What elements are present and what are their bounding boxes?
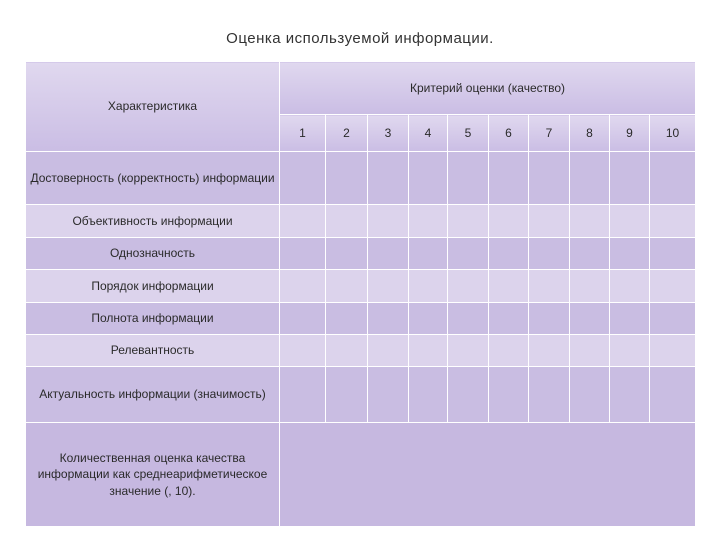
header-row-top xyxy=(26,62,696,115)
score-cell[interactable] xyxy=(610,270,650,303)
score-header-cell: 9 xyxy=(610,115,650,152)
score-header-cell: 4 xyxy=(409,115,448,152)
score-cell[interactable] xyxy=(368,270,409,303)
score-cell[interactable] xyxy=(570,367,610,423)
score-cell[interactable] xyxy=(489,270,529,303)
row-label: Объективность информации xyxy=(26,205,280,238)
score-cell[interactable] xyxy=(489,303,529,335)
summary-label: Количественная оценка качества информации как среднеарифметическое значение (, 10). xyxy=(26,423,280,527)
score-cell[interactable] xyxy=(280,367,326,423)
row-label: Порядок информации xyxy=(26,270,280,303)
score-cell[interactable] xyxy=(489,205,529,238)
score-cell[interactable] xyxy=(448,238,489,270)
score-cell[interactable] xyxy=(326,238,368,270)
score-header-cell: 8 xyxy=(570,115,610,152)
summary-row xyxy=(26,423,696,527)
score-cell[interactable] xyxy=(448,152,489,205)
score-cell[interactable] xyxy=(448,270,489,303)
score-cell[interactable] xyxy=(570,238,610,270)
table-row xyxy=(26,270,696,303)
score-cell[interactable] xyxy=(280,303,326,335)
score-cell[interactable] xyxy=(368,303,409,335)
score-cell[interactable] xyxy=(610,303,650,335)
table-row xyxy=(26,335,696,367)
score-cell[interactable] xyxy=(448,367,489,423)
score-cell[interactable] xyxy=(368,152,409,205)
score-cell[interactable] xyxy=(409,238,448,270)
score-cell[interactable] xyxy=(650,238,696,270)
score-cell[interactable] xyxy=(529,152,570,205)
score-cell[interactable] xyxy=(610,152,650,205)
table-row xyxy=(26,367,696,423)
score-cell[interactable] xyxy=(650,152,696,205)
score-header-cell: 6 xyxy=(489,115,529,152)
score-header-cell: 7 xyxy=(529,115,570,152)
score-cell[interactable] xyxy=(529,270,570,303)
score-cell[interactable] xyxy=(280,270,326,303)
score-cell[interactable] xyxy=(570,152,610,205)
score-cell[interactable] xyxy=(326,205,368,238)
table-row xyxy=(26,152,696,205)
score-cell[interactable] xyxy=(529,303,570,335)
score-cell[interactable] xyxy=(326,270,368,303)
score-cell[interactable] xyxy=(409,205,448,238)
score-cell[interactable] xyxy=(489,335,529,367)
score-cell[interactable] xyxy=(529,367,570,423)
score-cell[interactable] xyxy=(409,303,448,335)
score-cell[interactable] xyxy=(368,238,409,270)
score-cell[interactable] xyxy=(489,152,529,205)
score-cell[interactable] xyxy=(570,303,610,335)
score-cell[interactable] xyxy=(409,367,448,423)
score-cell[interactable] xyxy=(489,238,529,270)
score-cell[interactable] xyxy=(326,367,368,423)
score-cell[interactable] xyxy=(650,205,696,238)
score-header-cell: 1 xyxy=(280,115,326,152)
table-row xyxy=(26,238,696,270)
score-cell[interactable] xyxy=(326,303,368,335)
score-cell[interactable] xyxy=(409,152,448,205)
score-cell[interactable] xyxy=(610,335,650,367)
score-cell[interactable] xyxy=(326,152,368,205)
score-cell[interactable] xyxy=(409,270,448,303)
score-cell[interactable] xyxy=(448,205,489,238)
row-label: Однозначность xyxy=(26,238,280,270)
score-cell[interactable] xyxy=(610,238,650,270)
score-cell[interactable] xyxy=(489,367,529,423)
score-cell[interactable] xyxy=(529,335,570,367)
score-cell[interactable] xyxy=(650,367,696,423)
score-cell[interactable] xyxy=(368,367,409,423)
score-cell[interactable] xyxy=(326,335,368,367)
row-label: Достоверность (корректность) информации xyxy=(26,152,280,205)
score-header-cell: 3 xyxy=(368,115,409,152)
score-cell[interactable] xyxy=(650,270,696,303)
score-cell[interactable] xyxy=(570,205,610,238)
characteristic-header: Характеристика xyxy=(26,62,280,152)
score-cell[interactable] xyxy=(280,335,326,367)
evaluation-table xyxy=(25,61,696,527)
score-cell[interactable] xyxy=(570,270,610,303)
score-cell[interactable] xyxy=(529,238,570,270)
score-header-cell: 10 xyxy=(650,115,696,152)
score-cell[interactable] xyxy=(368,205,409,238)
table-row xyxy=(26,205,696,238)
score-cell[interactable] xyxy=(650,335,696,367)
score-cell[interactable] xyxy=(570,335,610,367)
score-header-cell: 2 xyxy=(326,115,368,152)
score-cell[interactable] xyxy=(610,205,650,238)
score-header-cell: 5 xyxy=(448,115,489,152)
row-label: Релевантность xyxy=(26,335,280,367)
score-cell[interactable] xyxy=(448,303,489,335)
row-label: Полнота информации xyxy=(26,303,280,335)
summary-value-cell[interactable] xyxy=(280,423,696,527)
score-cell[interactable] xyxy=(280,152,326,205)
score-cell[interactable] xyxy=(409,335,448,367)
score-cell[interactable] xyxy=(610,367,650,423)
score-cell[interactable] xyxy=(448,335,489,367)
page-title: Оценка используемой информации. xyxy=(226,30,494,47)
criterion-header: Критерий оценки (качество) xyxy=(280,62,696,115)
score-cell[interactable] xyxy=(280,238,326,270)
score-cell[interactable] xyxy=(368,335,409,367)
row-label: Актуальность информации (значимость) xyxy=(26,367,280,423)
score-cell[interactable] xyxy=(529,205,570,238)
table-row xyxy=(26,303,696,335)
score-cell[interactable] xyxy=(280,205,326,238)
score-cell[interactable] xyxy=(650,303,696,335)
